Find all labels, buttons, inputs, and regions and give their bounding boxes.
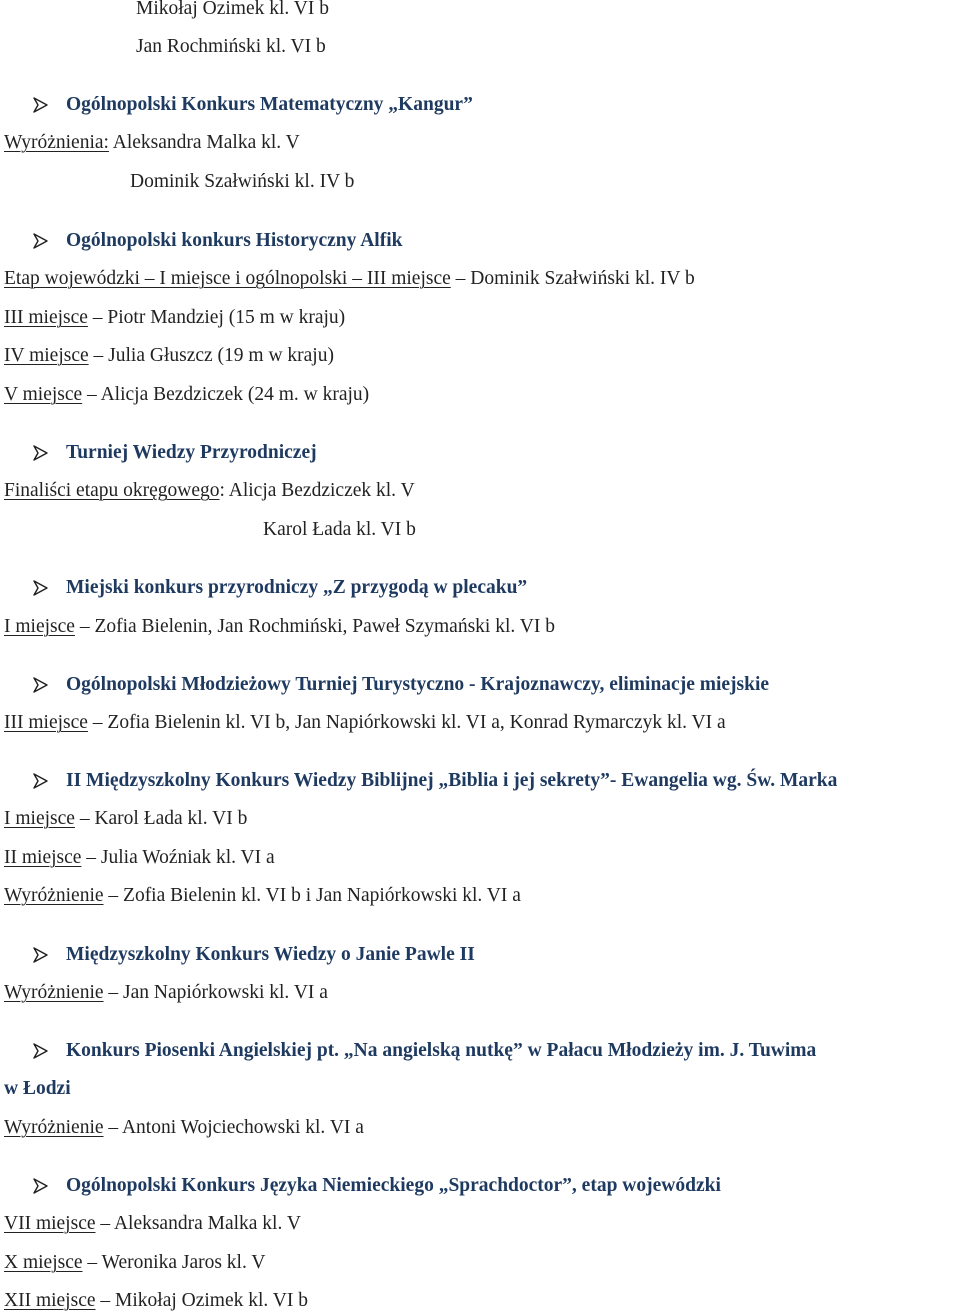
section-heading-text: Ogólnopolski Konkurs Matematyczny „Kangur” (66, 94, 473, 115)
result-text: Aleksandra Malka kl. V (108, 132, 300, 153)
result-line (4, 708, 726, 738)
result-line (4, 1286, 308, 1316)
section-heading-text: Międzyszkolny Konkurs Wiedzy o Janie Pawle II (66, 944, 475, 965)
arrow-bullet-icon (33, 1178, 49, 1194)
result-line (4, 1248, 265, 1278)
result-line (4, 804, 247, 834)
result-text: – Zofia Bielenin, Jan Rochmiński, Paweł Szymański kl. VI b (74, 616, 555, 637)
result-text: Karol Łada kl. VI b (263, 519, 416, 540)
result-label: IV miejsce (4, 345, 89, 366)
result-line (4, 1209, 301, 1239)
result-label: I miejsce (4, 808, 75, 829)
result-label: III miejsce (4, 307, 88, 328)
section-heading-text: Ogólnopolski Konkurs Języka Niemieckiego „Sprachdoctor”, etap wojewódzki (66, 1175, 721, 1196)
result-label: Wyróżnienia: (4, 132, 109, 153)
result-line (4, 881, 521, 911)
result-text: Dominik Szałwiński kl. IV b (130, 171, 355, 192)
result-label: I miejsce (4, 616, 75, 637)
result-label: Wyróżnienie (4, 885, 104, 906)
result-label: VII miejsce (4, 1213, 96, 1234)
result-text: – Julia Woźniak kl. VI a (81, 847, 275, 868)
result-text: – Alicja Bezdziczek (24 m. w kraju) (82, 384, 370, 405)
section-heading-text: Miejski konkurs przyrodniczy „Z przygodą w plecaku” (66, 577, 528, 598)
result-label: Finaliści etapu okręgowego (4, 480, 220, 501)
result-text: – Piotr Mandziej (15 m w kraju) (87, 307, 346, 328)
arrow-bullet-icon (33, 947, 49, 963)
result-line (4, 264, 695, 294)
result-label: II miejsce (4, 847, 82, 868)
section-heading-text: Turniej Wiedzy Przyrodniczej (66, 442, 317, 463)
result-line (4, 1113, 364, 1143)
result-line (4, 128, 300, 158)
result-line (4, 978, 328, 1008)
section-heading-text: Konkurs Piosenki Angielskiej pt. „Na angielską nutkę” w Pałacu Młodzieży im. J. Tuwima (66, 1040, 817, 1061)
result-line (4, 341, 334, 371)
arrow-bullet-icon (33, 233, 49, 249)
result-text: – Dominik Szałwiński kl. IV b (450, 268, 695, 289)
carry-over-name: Jan Rochmiński kl. VI b (136, 36, 326, 57)
arrow-bullet-icon (33, 677, 49, 693)
result-line (4, 843, 275, 873)
arrow-bullet-icon (33, 97, 49, 113)
result-label: III miejsce (4, 712, 88, 733)
section-heading-text: Ogólnopolski Młodzieżowy Turniej Turystyczno - Krajoznawczy, eliminacje miejskie (66, 674, 770, 695)
carry-over-name: Mikołaj Ozimek kl. VI b (136, 0, 329, 19)
section-heading-text: Ogólnopolski konkurs Historyczny Alfik (66, 230, 403, 251)
result-text: : Alicja Bezdziczek kl. V (219, 480, 415, 501)
arrow-bullet-icon (33, 773, 49, 789)
result-text: – Zofia Bielenin kl. VI b i Jan Napiórkowski kl. VI a (103, 885, 521, 906)
result-label: Wyróżnienie (4, 982, 104, 1003)
result-text: – Julia Głuszcz (19 m w kraju) (88, 345, 334, 366)
result-line (4, 303, 345, 333)
result-line (263, 515, 416, 545)
result-line (4, 380, 369, 410)
result-label: XII miejsce (4, 1290, 96, 1311)
result-text: – Antoni Wojciechowski kl. VI a (103, 1117, 364, 1138)
result-text: – Mikołaj Ozimek kl. VI b (95, 1290, 309, 1311)
result-line (130, 167, 354, 197)
arrow-bullet-icon (33, 1043, 49, 1059)
result-line (4, 476, 415, 506)
section-heading-continuation: w Łodzi (4, 1078, 71, 1099)
result-label: Etap wojewódzki – I miejsce i ogólnopolski – III miejsce (4, 268, 451, 289)
arrow-bullet-icon (33, 445, 49, 461)
result-text: – Karol Łada kl. VI b (74, 808, 248, 829)
result-text: – Jan Napiórkowski kl. VI a (103, 982, 328, 1003)
section-heading-text: II Międzyszkolny Konkurs Wiedzy Biblijnej „Biblia i jej sekrety”- Ewangelia wg. Św. Marka (66, 770, 838, 791)
result-text: – Zofia Bielenin kl. VI b, Jan Napiórkowski kl. VI a, Konrad Rymarczyk kl. VI a (87, 712, 726, 733)
result-label: X miejsce (4, 1252, 83, 1273)
result-label: Wyróżnienie (4, 1117, 104, 1138)
result-text: – Aleksandra Malka kl. V (95, 1213, 301, 1234)
result-line (4, 612, 555, 642)
arrow-bullet-icon (33, 580, 49, 596)
result-text: – Weronika Jaros kl. V (82, 1252, 266, 1273)
result-label: V miejsce (4, 384, 83, 405)
